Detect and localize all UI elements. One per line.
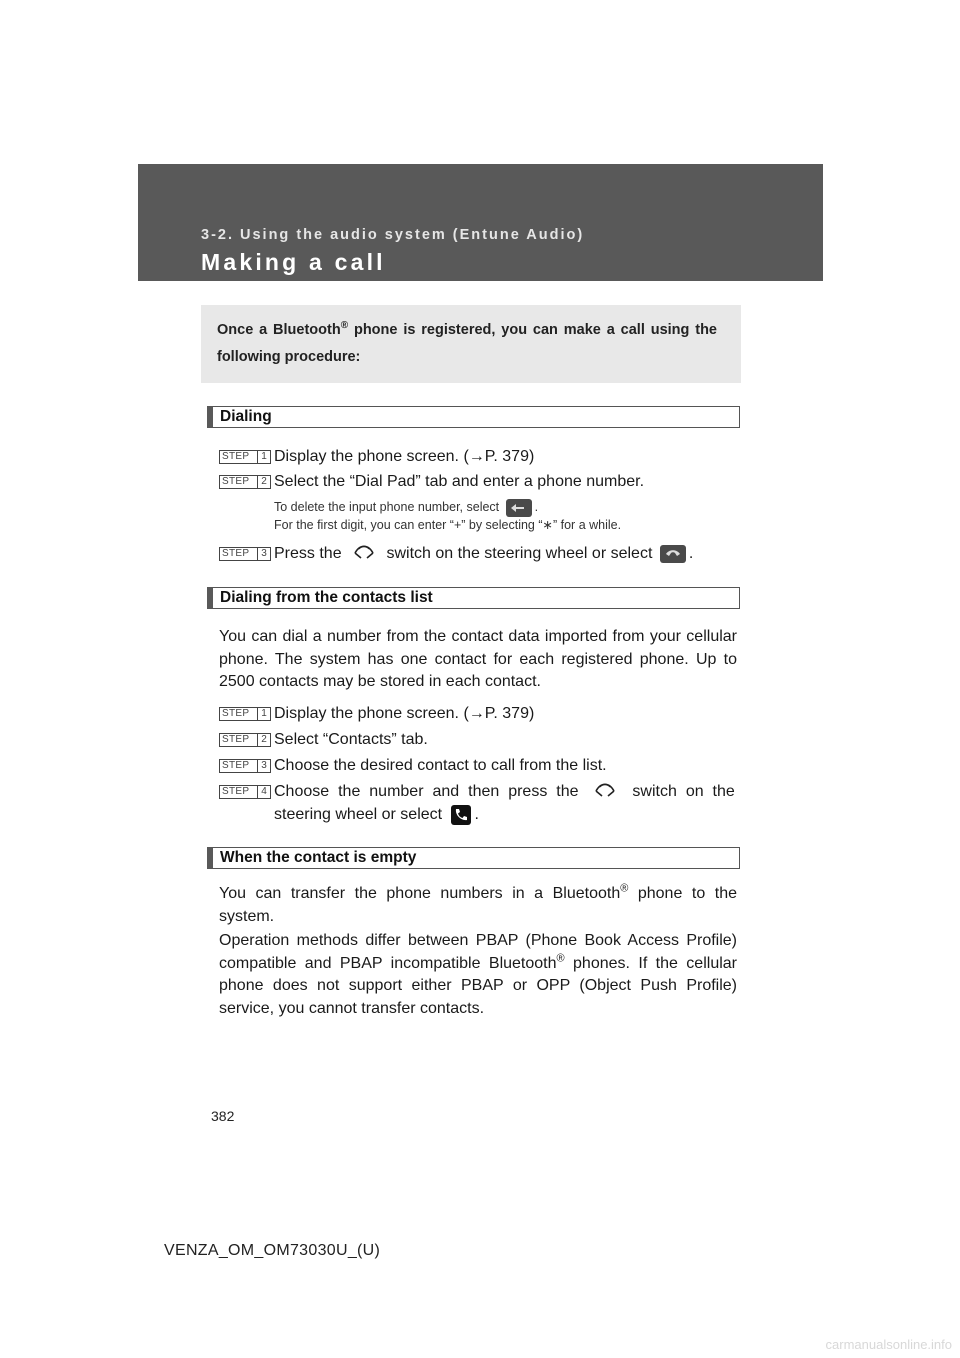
heading-text: When the contact is empty: [220, 849, 417, 866]
step-badge: STEP 2: [219, 733, 271, 747]
section-heading-dialing: [207, 406, 740, 428]
page-title: Making a call: [201, 249, 386, 275]
section-label: 3-2. Using the audio system (Entune Audio): [201, 227, 585, 243]
step-text: Display the phone screen. (→P. 379): [274, 448, 535, 465]
step-text: Choose the number and then press the switch on the: [274, 783, 735, 801]
steering-talk-switch-icon: [593, 782, 617, 802]
step-badge: STEP 1: [219, 707, 271, 721]
step-badge: STEP 1: [219, 450, 271, 464]
section-heading-contacts: [207, 587, 740, 609]
note-plus: For the first digit, you can enter “+” by selecting “∗” for a while.: [274, 518, 622, 532]
heading-text: Dialing from the contacts list: [220, 589, 433, 606]
steering-talk-switch-icon: [352, 544, 376, 564]
note-delete: To delete the input phone number, select .: [274, 498, 538, 517]
step-text: Select the “Dial Pad” tab and enter a phone number.: [274, 473, 645, 490]
step-badge: STEP 3: [219, 759, 271, 773]
step-text: Press the switch on the steering wheel or select .: [274, 545, 694, 563]
document-id: VENZA_OM_OM73030U_(U): [164, 1242, 381, 1259]
step-badge: STEP 4: [219, 785, 271, 799]
step-text: Display the phone screen. (→P. 379): [274, 705, 535, 722]
empty-paragraph-2: Operation methods differ between PBAP (Phone Book Access Profile) compatible and PBAP incompatible Bluetooth® phones. If the cellular phone does not support either PBAP or OPP (Object Push Profile) service, you cannot transfer contacts.: [219, 932, 737, 1017]
contacts-paragraph: You can dial a number from the contact data imported from your cellular phone. The system has one contact for each registered phone. Up to 2500 contacts may be stored in each contact.: [219, 628, 737, 690]
step-text: Select “Contacts” tab.: [274, 731, 428, 748]
step-text: Choose the desired contact to call from the list.: [274, 757, 607, 774]
call-icon: [451, 805, 471, 825]
section-heading-empty: [207, 847, 740, 869]
step-badge: STEP 3: [219, 547, 271, 561]
intro-box: [201, 305, 741, 383]
step-badge: STEP 2: [219, 475, 271, 489]
heading-text: Dialing: [220, 408, 272, 425]
contacts-step-4: [219, 782, 737, 828]
watermark: carmanualsonline.info: [825, 1337, 952, 1352]
empty-paragraph-1: You can transfer the phone numbers in a Bluetooth® phone to the system.: [219, 882, 737, 925]
chapter-header: [138, 164, 823, 281]
intro-text: Once a Bluetooth® phone is registered, you can make a call using the following procedure:: [217, 320, 717, 365]
back-arrow-icon: [506, 499, 532, 517]
page-number: 382: [211, 1108, 235, 1124]
handset-icon: [660, 545, 686, 563]
step-text-line2: steering wheel or select .: [274, 806, 479, 824]
